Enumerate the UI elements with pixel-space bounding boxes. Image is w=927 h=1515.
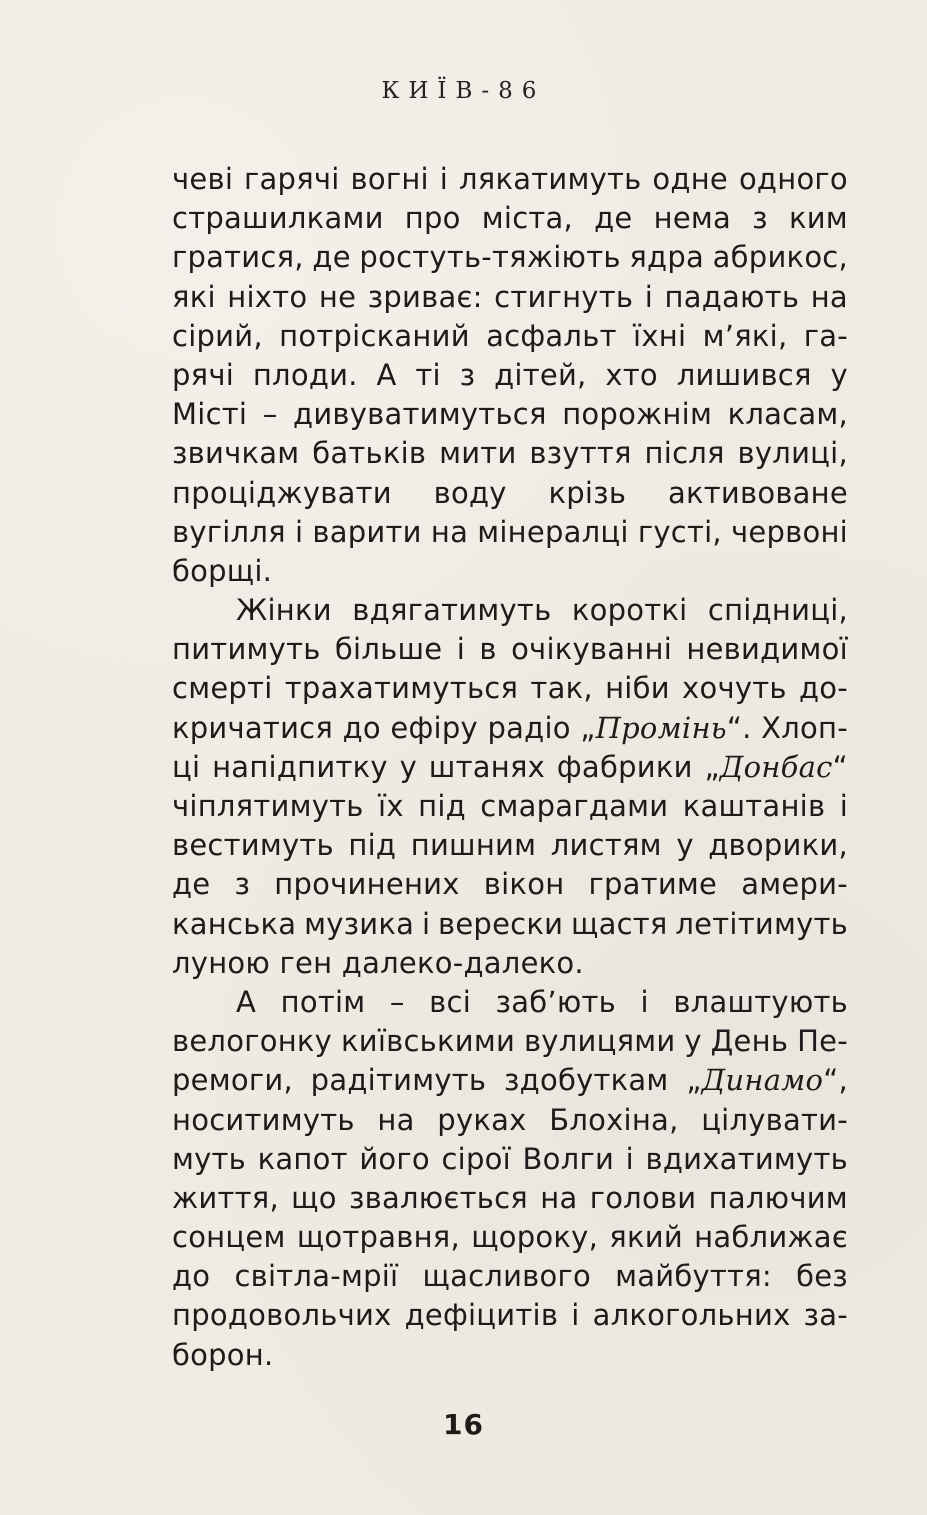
text-word: цілувати- [701, 1102, 848, 1137]
text-word: життя, [172, 1180, 279, 1215]
text-word: очікуванні [511, 632, 673, 667]
text-word: після [644, 436, 725, 471]
text-word: що [291, 1180, 337, 1215]
text-line [172, 1101, 848, 1140]
text-word: Хлоп- [761, 710, 848, 745]
text-word: у [830, 357, 848, 392]
text-word: ким [788, 201, 848, 236]
text-word: заб’ють [495, 984, 616, 1019]
text-line [172, 1218, 848, 1257]
text-word: порожнім [562, 397, 713, 432]
text-word: і [456, 632, 466, 667]
text-word: за- [803, 1298, 848, 1333]
text-line [172, 474, 848, 513]
text-word: „Промінь“. [580, 710, 752, 745]
text-line: луною ген далеко-далеко. [172, 945, 584, 980]
italic-title: Динамо [701, 1063, 824, 1098]
text-word: штанях [428, 749, 546, 784]
text-word: сонцем [172, 1220, 286, 1255]
running-title: КИЇВ-86 [381, 78, 546, 104]
text-word: летітимуть [675, 906, 848, 941]
text-word: з [752, 201, 768, 236]
text-word: наближає [694, 1220, 848, 1255]
text-word: міста, [481, 201, 574, 236]
text-word: дефіцитів [404, 1298, 559, 1333]
text-word: більше [334, 632, 443, 667]
text-word: листям [550, 828, 662, 863]
text-word: напідпитку [212, 749, 388, 784]
text-word: на [430, 514, 469, 549]
text-word: „Динамо“, [686, 1063, 848, 1098]
text-word: у [676, 828, 694, 863]
text-word: які [172, 279, 216, 314]
paragraph-2 [172, 591, 848, 983]
text-word: і [571, 1298, 580, 1333]
text-word: і [625, 1141, 634, 1176]
text-line [172, 317, 848, 356]
text-word: крізь [548, 475, 627, 510]
text-word: вогні [350, 162, 429, 196]
text-word: воду [433, 475, 507, 510]
text-line [172, 591, 848, 630]
text-word: А [376, 357, 397, 392]
text-line [172, 826, 848, 865]
text-word: муть [172, 1141, 247, 1176]
text-line: борон. [172, 1337, 274, 1372]
text-line [172, 1257, 848, 1296]
text-word: смарагдами [480, 789, 669, 823]
italic-title: Промінь [595, 710, 727, 745]
text-word: чеві [172, 162, 234, 196]
text-line [172, 356, 848, 395]
text-word: в [479, 632, 497, 667]
main-text [172, 160, 848, 1375]
text-word: їхні [633, 318, 687, 353]
text-line [172, 1296, 848, 1335]
text-line [172, 787, 848, 826]
text-word: і [839, 789, 848, 823]
text-word: чіплятимуть [172, 789, 364, 823]
text-word: м’які, [702, 318, 788, 353]
text-word: нема [653, 201, 732, 236]
text-word: без [796, 1259, 848, 1294]
text-word: густі, [637, 514, 722, 549]
text-word: де [594, 201, 633, 236]
text-line [172, 199, 848, 238]
text-word: А [236, 984, 257, 1019]
text-line [172, 748, 848, 787]
text-word: стигнуть [494, 279, 634, 314]
text-word: їх [378, 789, 404, 823]
text-line [172, 669, 848, 708]
text-line [172, 160, 848, 199]
text-word: смерті [172, 671, 273, 706]
text-word: гратися, [172, 240, 304, 275]
text-word: короткі [571, 593, 688, 628]
text-word: питимуть [172, 632, 321, 667]
text-word: вестимуть [172, 828, 334, 863]
text-word: батьків [312, 436, 427, 471]
paragraph-1 [172, 160, 848, 591]
text-word: амери- [741, 867, 848, 902]
text-line [172, 709, 848, 748]
text-word: ті [415, 357, 441, 392]
text-word: класам, [727, 397, 848, 432]
text-word: щотравня, [296, 1220, 460, 1255]
text-word: київськими [340, 1024, 516, 1059]
text-word: потім [280, 984, 366, 1019]
text-word: продовольчих [172, 1298, 392, 1333]
text-word: рячі [172, 357, 235, 392]
text-word: „Донбас“ [704, 749, 848, 784]
text-line [172, 865, 848, 904]
text-word: ці [172, 749, 201, 784]
text-word: капот [257, 1141, 348, 1176]
text-word: велогонку [172, 1024, 333, 1059]
text-word: про [404, 201, 461, 236]
text-word: музика [304, 906, 415, 941]
text-word: хочуть [682, 671, 787, 706]
text-word: пишним [410, 828, 537, 863]
text-word: плоди. [252, 357, 358, 392]
text-word: радіо [487, 710, 571, 745]
paragraph-3 [172, 983, 848, 1375]
text-word: на [810, 279, 848, 314]
text-word: вдихатимуть [645, 1141, 848, 1176]
text-word: влаштують [673, 984, 848, 1019]
text-word: вікон [483, 867, 565, 902]
text-word: ніби [605, 671, 670, 706]
page-number: 16 [443, 1408, 484, 1441]
text-word: на [540, 1180, 578, 1215]
text-word: падають [664, 279, 800, 314]
text-line [172, 630, 848, 669]
text-word: на [377, 1102, 415, 1137]
text-word: кричатися [172, 710, 334, 745]
text-word: активоване [667, 475, 848, 510]
text-word: одного [738, 162, 848, 196]
text-line [172, 983, 848, 1022]
text-word: спідниці, [707, 593, 848, 628]
text-word: носитимуть [172, 1102, 355, 1137]
text-word: не [318, 279, 357, 314]
text-word: і [439, 162, 449, 196]
text-word: алкогольних [592, 1298, 791, 1333]
text-line [172, 905, 848, 944]
text-word: який [609, 1220, 683, 1255]
text-word: мінералці [477, 514, 629, 549]
text-word: здобуткам [503, 1063, 669, 1098]
text-word: у [684, 1024, 702, 1059]
text-word: дітей, [494, 357, 587, 392]
text-word: червоні [731, 514, 848, 549]
text-word: і [421, 906, 431, 941]
text-word: вулицями [523, 1024, 676, 1059]
text-word: гарячі [244, 162, 340, 196]
text-line [172, 1179, 848, 1218]
text-word: до [172, 1259, 211, 1294]
text-word: прочинених [274, 867, 460, 902]
text-word: вдягатимуть [352, 593, 552, 628]
text-word: палючим [708, 1180, 848, 1215]
text-word: ростуть-тяжіють [359, 240, 621, 275]
text-word: канська [172, 906, 297, 941]
text-word: звалюється [348, 1180, 528, 1215]
text-word: асфальт [486, 318, 617, 353]
text-word: страшилками [172, 201, 384, 236]
text-word: лякатимуть [458, 162, 642, 196]
text-word: сірий, [172, 318, 263, 353]
text-word: так, [530, 671, 593, 706]
text-line [172, 1140, 848, 1179]
text-word: щасливого [422, 1259, 591, 1294]
text-word: всі [429, 984, 472, 1019]
text-word: варити [312, 514, 422, 549]
text-word: з [234, 867, 251, 902]
text-line [172, 278, 848, 317]
text-word: з [459, 357, 476, 392]
text-word: радітимуть [310, 1063, 487, 1098]
text-word: фабрики [556, 749, 693, 784]
text-word: під [418, 789, 466, 823]
text-word: ефіру [390, 710, 478, 745]
text-line [172, 513, 848, 552]
text-word: каштанів [682, 789, 826, 823]
text-word: де [172, 867, 211, 902]
text-word: у [399, 749, 417, 784]
text-line [172, 395, 848, 434]
text-word: трахатимуться [284, 671, 519, 706]
text-word: руках [437, 1102, 527, 1137]
text-word: вугілля [172, 514, 286, 549]
text-word: гратиме [588, 867, 718, 902]
text-line [172, 1022, 848, 1061]
text-word: зриває: [367, 279, 483, 314]
text-word: потрісканий [279, 318, 470, 353]
text-word: – [389, 984, 405, 1019]
text-line [172, 434, 848, 473]
text-word: його [359, 1141, 430, 1176]
text-word: дивуватимуться [293, 397, 547, 432]
text-word: дворики, [708, 828, 848, 863]
text-word: світла-мрії [234, 1259, 399, 1294]
text-word: взуття [529, 436, 632, 471]
text-word: голови [589, 1180, 697, 1215]
text-word: лишився [676, 357, 812, 392]
text-word: одне [652, 162, 729, 196]
text-word: ядра [629, 240, 705, 275]
text-word: звичкам [172, 436, 300, 471]
text-word: де [312, 240, 351, 275]
text-word: проціджувати [172, 475, 392, 510]
italic-title: Донбас [719, 749, 833, 784]
text-word: і [640, 984, 649, 1019]
text-word: Блохіна, [549, 1102, 679, 1137]
text-word: ремоги, [172, 1063, 293, 1098]
text-line: борщі. [172, 553, 273, 588]
text-word: верески [438, 906, 564, 941]
text-word: вулиці, [737, 436, 848, 471]
text-line [172, 1061, 848, 1100]
text-word: Волги [522, 1141, 615, 1176]
text-word: щороку, [471, 1220, 599, 1255]
text-word: – [262, 397, 278, 432]
text-word: мити [439, 436, 517, 471]
text-word: хто [605, 357, 658, 392]
text-word: сірої [441, 1141, 511, 1176]
text-word: щастя [571, 906, 668, 941]
text-word: Місті [172, 397, 248, 432]
text-word: Жінки [236, 593, 332, 628]
text-word: до- [798, 671, 848, 706]
text-word: і [644, 279, 653, 314]
text-line [172, 238, 848, 277]
text-word: майбуття: [615, 1259, 772, 1294]
text-word: ніхто [227, 279, 308, 314]
text-word: День [710, 1024, 789, 1059]
text-word: під [348, 828, 397, 863]
text-word: абрикос, [712, 240, 848, 275]
text-word: Пе- [797, 1024, 848, 1059]
text-word: невидимої [686, 632, 848, 667]
text-word: до [342, 710, 381, 745]
text-word: га- [803, 318, 848, 353]
text-word: і [294, 514, 304, 549]
